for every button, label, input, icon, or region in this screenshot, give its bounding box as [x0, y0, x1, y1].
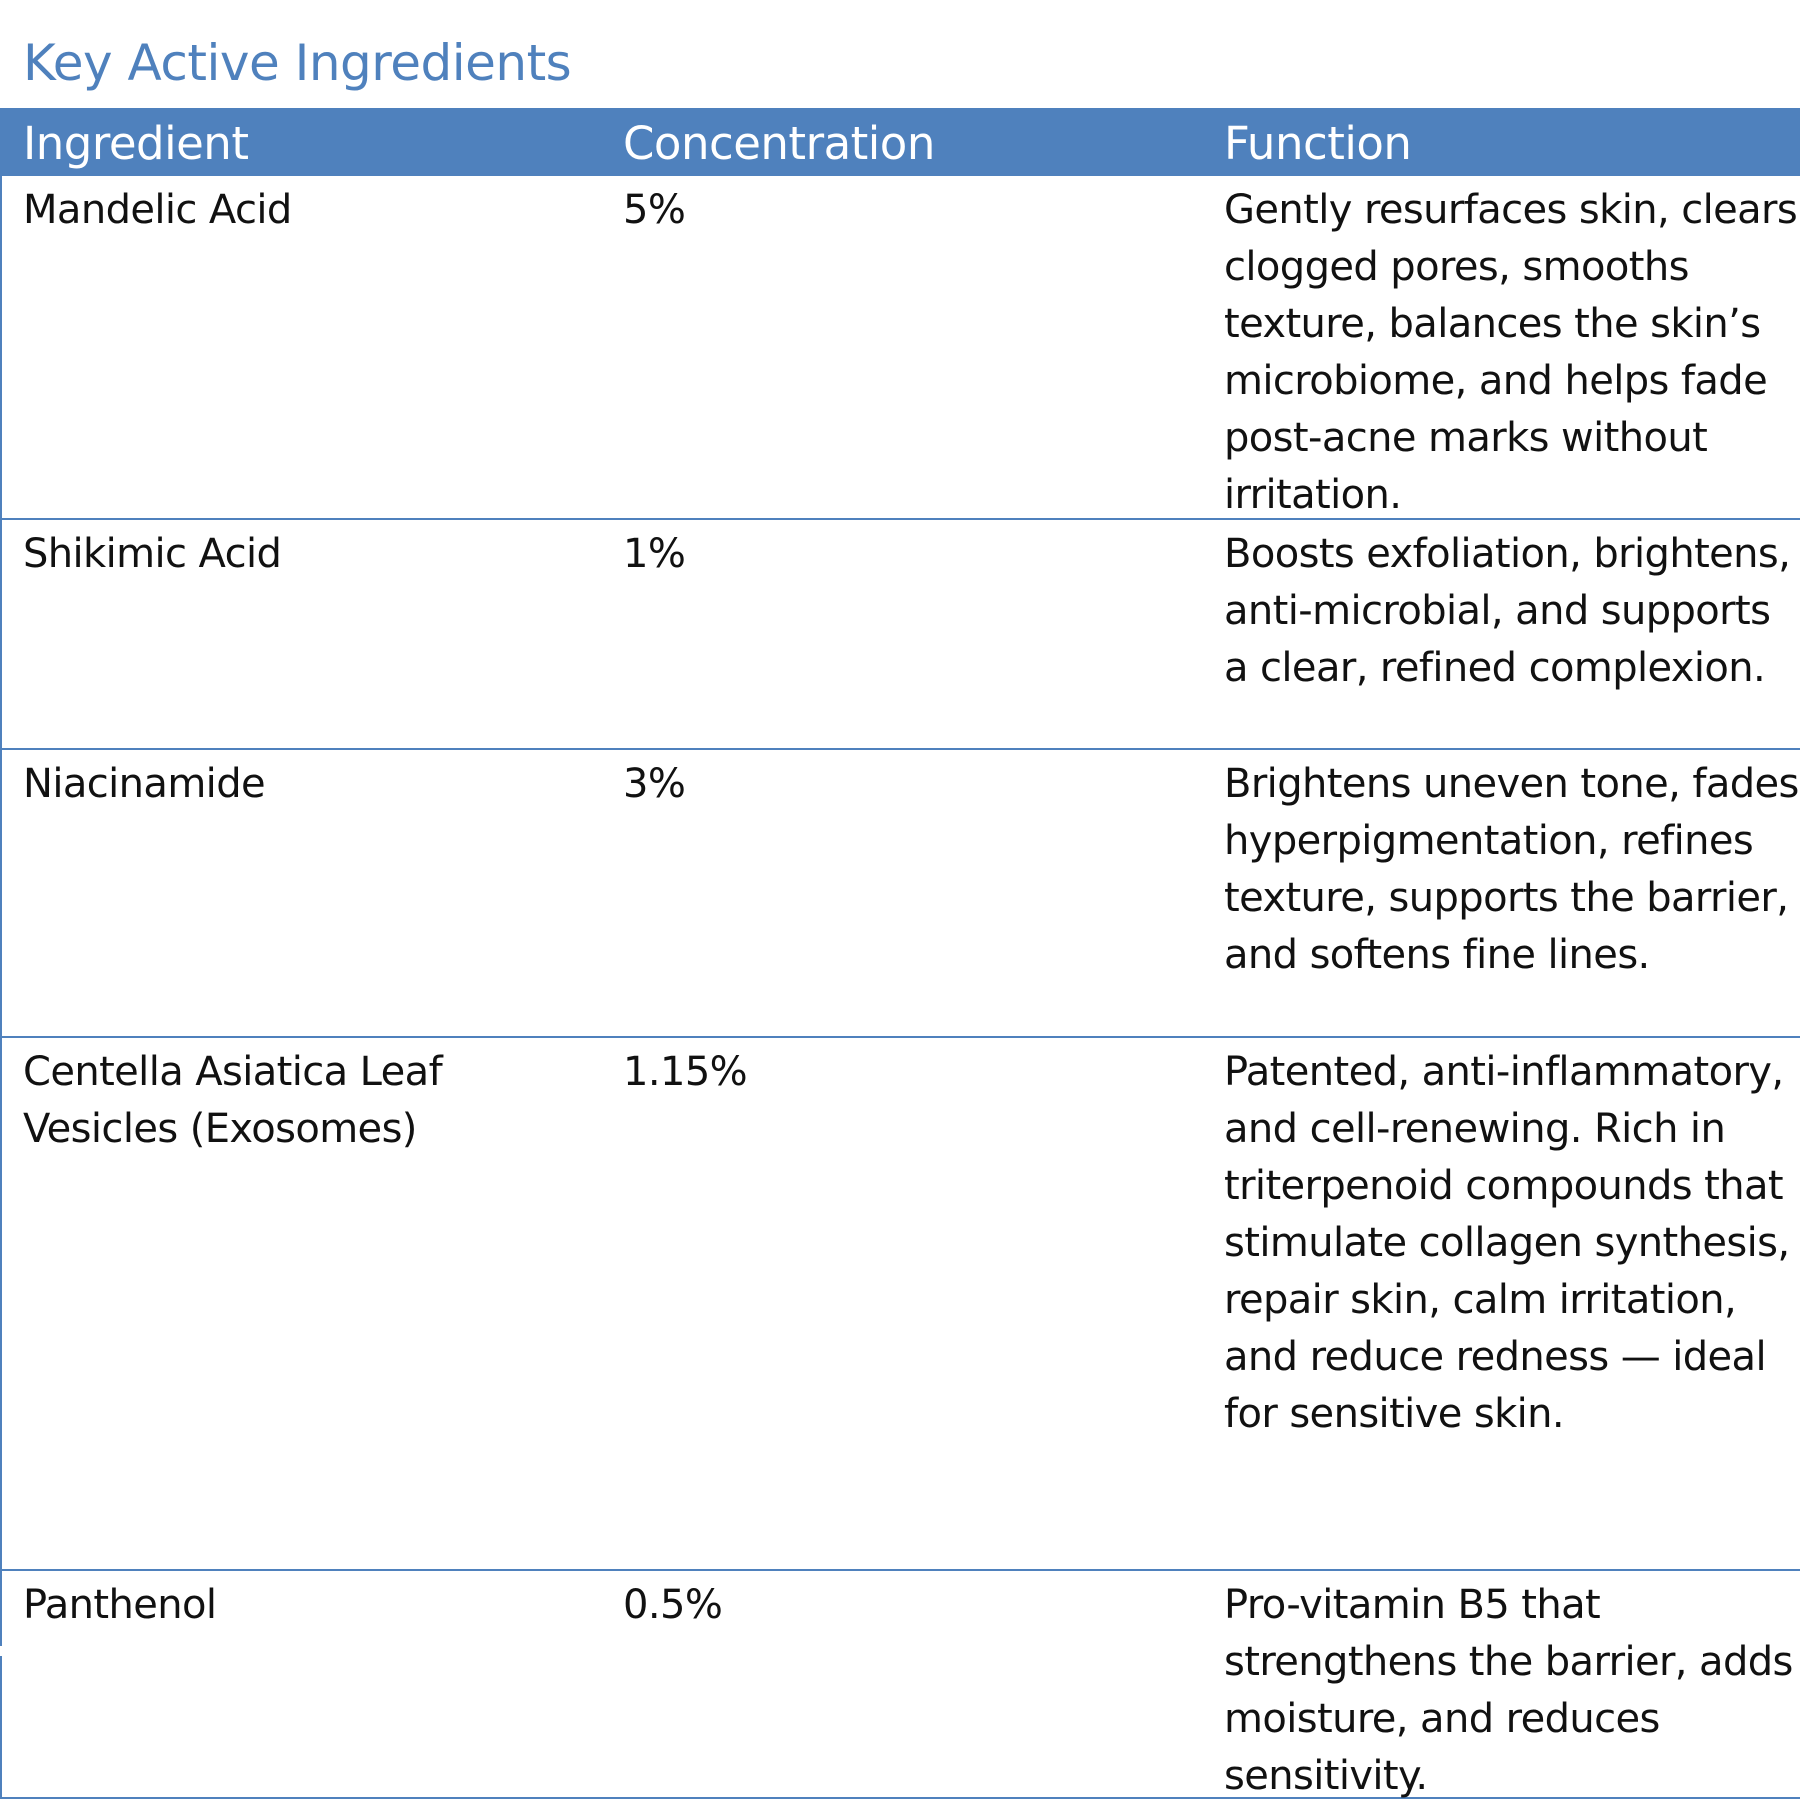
function-cell: Patented, anti-inflammatory, and cell-renewing. Rich in triterpenoid compounds that stimulate collagen synthesis, repair skin, calm irritation, and reduce redness — ideal for sensitive skin. [1224, 1049, 1790, 1437]
ingredient-cell: Centella Asiatica Leaf Vesicles (Exosomes) [23, 1049, 443, 1152]
header-function: Function [1224, 117, 1412, 170]
ingredient-cell: Mandelic Acid [23, 187, 292, 233]
table-row [0, 1571, 1800, 1799]
ingredient-cell: Panthenol [23, 1582, 217, 1628]
table-row [0, 750, 1800, 1038]
concentration-cell: 5% [623, 187, 686, 233]
page-title: Key Active Ingredients [23, 34, 572, 92]
function-cell: Pro-vitamin B5 that strengthens the barrier, adds moisture, and reduces sensitivity. [1224, 1582, 1793, 1799]
function-cell: Brightens uneven tone, fades hyperpigmentation, refines texture, supports the barrier, and softens fine lines. [1224, 761, 1799, 978]
concentration-cell: 1.15% [623, 1049, 748, 1095]
ingredient-cell: Shikimic Acid [23, 531, 282, 577]
function-cell: Gently resurfaces skin, clears clogged pores, smooths texture, balances the skin’s microbiome, and helps fade post-acne marks without irritation. [1224, 187, 1798, 518]
header-concentration: Concentration [623, 117, 935, 170]
table-row [0, 520, 1800, 750]
table-header-row [0, 108, 1800, 176]
function-cell: Boosts exfoliation, brightens, anti-microbial, and supports a clear, refined complexion. [1224, 531, 1791, 691]
ingredient-cell: Niacinamide [23, 761, 265, 807]
concentration-cell: 0.5% [623, 1582, 723, 1628]
concentration-cell: 3% [623, 761, 686, 807]
concentration-cell: 1% [623, 531, 686, 577]
table-row [0, 176, 1800, 520]
table-row [0, 1038, 1800, 1571]
header-ingredient: Ingredient [23, 117, 249, 170]
